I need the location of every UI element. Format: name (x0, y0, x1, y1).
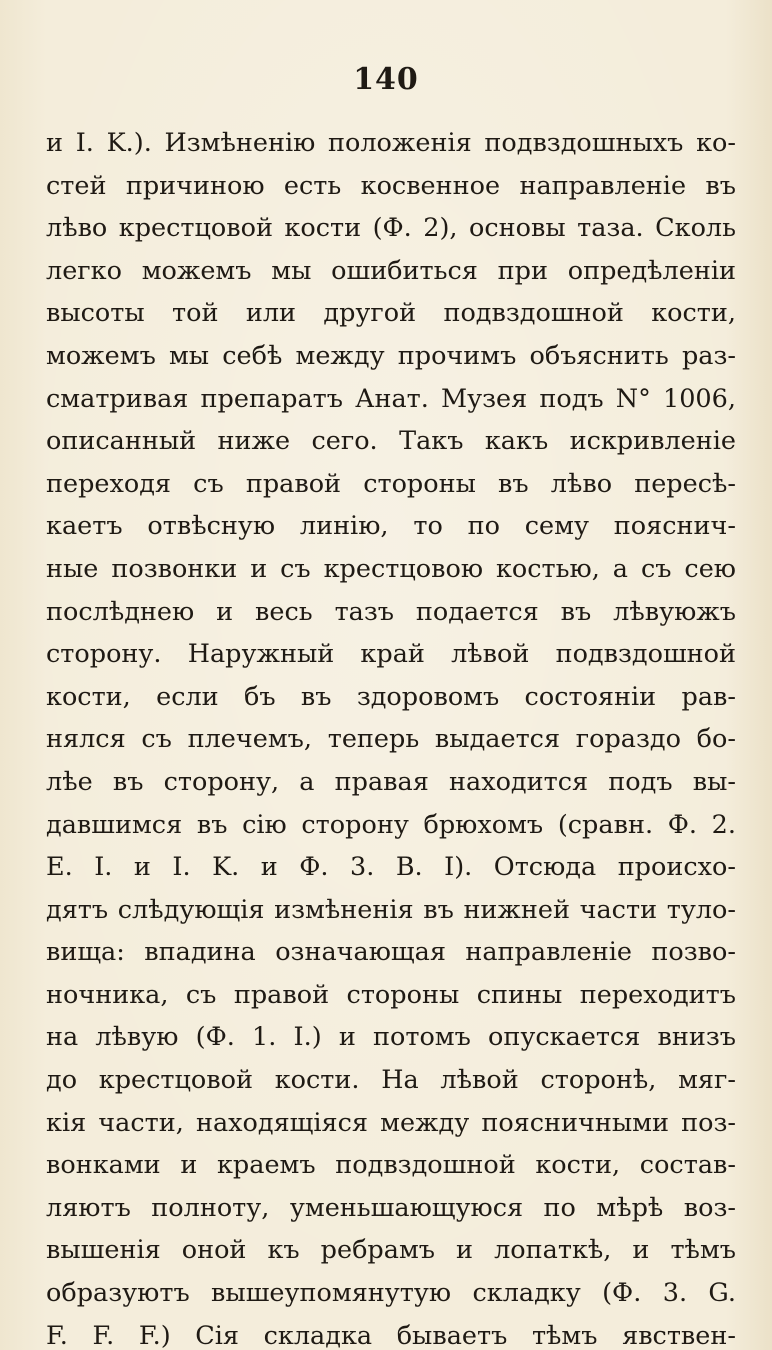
text-line: сторону. Наружный край лѣвой подвздошной (46, 639, 736, 670)
text-line: можемъ мы себѣ между прочимъ объяснить раз- (46, 340, 736, 371)
body-text (46, 122, 736, 1350)
text-line: описанный ниже сего. Такъ какъ искривленiе (46, 426, 736, 457)
text-line: высоты той или другой подвздошной кости, (46, 298, 736, 329)
text-line: образуютъ вышеупомянутую складку (Ф. 3. G. (46, 1278, 736, 1309)
text-line: E. I. и I. K. и Ф. 3. B. I). Отсюда происхо- (46, 852, 736, 883)
text-line: легко можемъ мы ошибиться при опредѣленiи (46, 255, 736, 286)
text-line: давшимся въ сiю сторону брюхомъ (сравн. Ф. 2. (46, 809, 736, 840)
text-line: вонками и краемъ подвздошной кости, состав- (46, 1150, 736, 1181)
page-number: 140 (353, 62, 419, 97)
text-line: каетъ отвѣсную линiю, то по сему пояснич- (46, 511, 736, 542)
text-line: сматривая препаратъ Анат. Музея подъ N° 1006, (46, 383, 736, 414)
text-line: лѣе въ сторону, а правая находится подъ вы- (46, 766, 736, 797)
text-line: нялся съ плечемъ, теперь выдается гораздо бо- (46, 724, 736, 755)
text-line: ляютъ полноту, уменьшающуюся по мѣрѣ воз- (46, 1192, 736, 1223)
text-line: и I. K.). Измѣненiю положенiя подвздошныхъ ко- (46, 128, 736, 158)
text-line: вища: впадина означающая направленiе позво- (46, 937, 736, 968)
text-line: кiя части, находящiяся между поясничными поз- (46, 1107, 736, 1138)
text-line: лѣво крестцовой кости (Ф. 2), основы таза. Сколь (46, 213, 736, 244)
text-line: ные позвонки и съ крестцовою костью, а съ сею (46, 553, 736, 584)
text-line: дятъ слѣдующiя измѣненiя въ нижней части туло- (46, 894, 736, 925)
text-line: послѣднею и весь тазъ подается въ лѣвуюжъ (46, 596, 736, 627)
text-line: на лѣвую (Ф. 1. I.) и потомъ опускается внизъ (46, 1022, 736, 1053)
text-line: ночника, съ правой стороны спины переходитъ (46, 979, 736, 1010)
text-line: стей причиною есть косвенное направленiе въ (46, 170, 736, 201)
text-line: переходя съ правой стороны въ лѣво пересѣ- (46, 468, 736, 499)
text-line: до крестцовой кости. На лѣвой сторонѣ, мяг- (46, 1065, 736, 1096)
text-line: F. F. F.) Сiя складка бываетъ тѣмъ явствен- (46, 1320, 736, 1350)
text-line: вышенiя оной къ ребрамъ и лопаткѣ, и тѣмъ (46, 1235, 736, 1266)
text-line: кости, если бъ въ здоровомъ состоянiи рав- (46, 681, 736, 712)
